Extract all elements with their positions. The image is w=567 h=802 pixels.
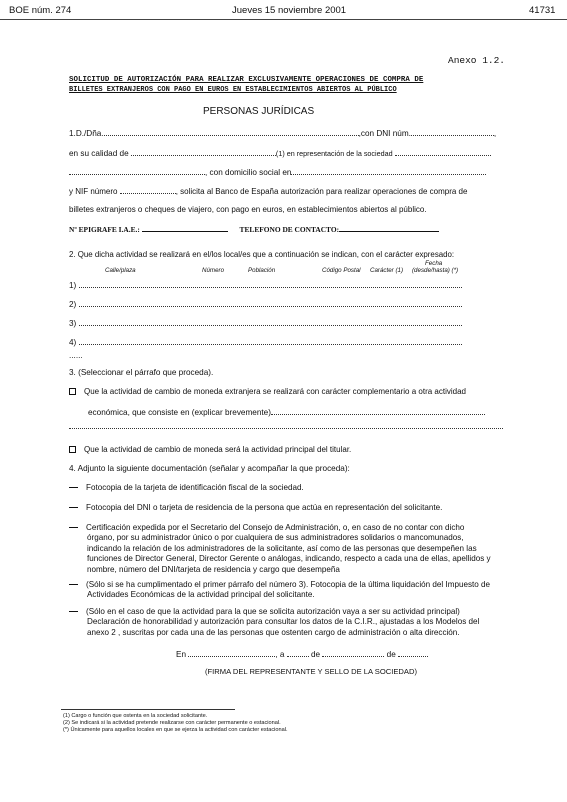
page-number: 41731 <box>529 5 556 16</box>
phone-label: TELEFONO DE CONTACTO: <box>239 225 340 234</box>
section2-text: 2. Que dicha actividad se realizará en el/los local/es que a continuación se indican, con el carácter expresado: <box>69 250 455 259</box>
document-title-line1: SOLICITUD DE AUTORIZACIÓN PARA REALIZAR EXCLUSIVAMENTE OPERACIONES DE COMPRA DE <box>69 76 424 84</box>
document-item-text: indicando la relación de los administradores de la solicitante, así como de las personas que desempeñen las <box>87 543 477 553</box>
day-field[interactable] <box>287 649 309 657</box>
local-row <box>69 318 462 328</box>
principal-checkbox[interactable] <box>69 446 76 453</box>
explain-field-line2[interactable] <box>69 428 503 429</box>
phone-field[interactable] <box>339 225 439 232</box>
section3-intro: 3. (Seleccionar el párrafo que proceda). <box>69 368 214 377</box>
request-text: , solicita al Banco de España autorización para realizar operaciones de compra de <box>175 187 468 196</box>
local-field[interactable] <box>79 318 462 326</box>
issue-date: Jueves 15 noviembre 2001 <box>232 5 347 16</box>
document-item-text: órgano, por su administrador único o por cualquiera de sus administradores solidarios o mancomunados, <box>87 533 464 543</box>
place-date-row <box>176 649 428 659</box>
col-date: (desde/hasta) (*) <box>412 267 459 274</box>
domicile-label: , con domicilio social en <box>205 168 292 177</box>
year-label: de <box>386 650 396 659</box>
explain-field[interactable] <box>271 407 485 415</box>
option-complementary-cont <box>88 407 485 417</box>
place-field[interactable] <box>188 649 275 657</box>
document-item-text: Fotocopia del DNI o tarjeta de residencia de la persona que actúa en representación del solicitante. <box>86 503 443 512</box>
capacity-row <box>69 148 491 158</box>
capacity-label: en su calidad de <box>69 149 129 158</box>
month-field[interactable] <box>322 649 384 657</box>
row-number: 4) <box>69 338 77 347</box>
request-text-cont: billetes extranjeros o cheques de viajero, con pago en euros, en establecimientos abiertos al público. <box>69 205 427 214</box>
option-principal <box>69 446 351 454</box>
local-row <box>69 299 462 309</box>
footnote: (*) Únicamente para aquellos locales en que se ejerza la actividad con carácter estacional. <box>63 727 288 733</box>
footnote: (2) Se indicará si la actividad pretende realizarse con carácter permanente o estacional. <box>63 720 281 726</box>
option-complementary <box>69 388 466 396</box>
document-item-text: Declaración de honorabilidad y autorización para consultar los datos de la C.I.R., ajustadas a los Modelos del <box>87 617 480 627</box>
row-number: 3) <box>69 319 77 328</box>
name-field[interactable] <box>104 128 359 136</box>
dash-bullet <box>69 611 78 612</box>
document-item[interactable] <box>69 483 509 493</box>
place-label: En <box>176 650 187 659</box>
annex-label: Anexo 1.2. <box>448 55 506 66</box>
iae-label: Nº EPIGRAFE I.A.E.: <box>69 225 140 234</box>
iae-field[interactable] <box>142 225 228 232</box>
col-character: Carácter (1) <box>370 267 404 274</box>
document-item[interactable] <box>69 580 514 601</box>
representation-label: (1) en representación de la sociedad <box>275 149 393 158</box>
nif-field[interactable] <box>120 186 176 194</box>
domicile-row <box>69 167 486 177</box>
local-field[interactable] <box>79 337 462 345</box>
col-number: Número <box>202 267 225 274</box>
col-street: Calle/plaza <box>105 267 136 274</box>
document-item-text: (Sólo en el caso de que la actividad para la que se solicita autorización vaya a ser su actividad principal) <box>86 607 460 616</box>
local-field[interactable] <box>79 299 462 307</box>
option-complementary-text: Que la actividad de cambio de moneda extranjera se realizará con carácter complementario a otra actividad <box>84 387 466 396</box>
document-title-line2: BILLETES EXTRANJEROS CON PAGO EN EUROS EN ESTABLECIMIENTOS ABIERTOS AL PÚBLICO <box>69 86 397 94</box>
col-postcode: Código Postal <box>322 267 361 274</box>
local-row <box>69 337 462 347</box>
company-field[interactable] <box>395 148 491 156</box>
document-item-text: nombre, número del DNI/tarjeta de residencia y cargo que desempeña <box>87 564 340 574</box>
local-field[interactable] <box>79 280 462 288</box>
day-label: , a <box>275 650 285 659</box>
dash-bullet <box>69 507 78 508</box>
document-item[interactable] <box>69 523 514 575</box>
dni-label: ,con DNI núm. <box>358 129 411 138</box>
row-number: 2) <box>69 300 77 309</box>
row-number: 1) <box>69 281 77 290</box>
signature-caption: (FIRMA DEL REPRESENTANTE Y SELLO DE LA SOCIEDAD) <box>205 667 417 676</box>
document-item-text: anexo 2 , suscritas por cada una de las personas que ostenten cargo de administración o alta dirección. <box>87 627 460 637</box>
company-name-field[interactable] <box>69 167 205 175</box>
section4-intro: 4. Adjunto la siguiente documentación (señalar y acompañar la que proceda): <box>69 464 350 473</box>
col-town: Población <box>248 267 276 274</box>
dash-bullet <box>69 487 78 488</box>
domicile-field[interactable] <box>291 167 486 175</box>
name-label: 1.D./Dña. <box>69 129 104 138</box>
explain-label: económica, que consiste en (explicar brevemente) <box>88 408 271 417</box>
document-item-text: Actividades Económicas de la actividad principal del solicitante. <box>87 590 315 600</box>
iae-row <box>69 225 439 233</box>
document-item-text: Fotocopia de la tarjeta de identificación fiscal de la sociedad. <box>86 483 304 492</box>
dash-bullet <box>69 584 78 585</box>
year-field[interactable] <box>398 649 428 657</box>
dni-field[interactable] <box>411 128 494 136</box>
option-principal-text: Que la actividad de cambio de moneda será la actividad principal del titular. <box>84 445 352 454</box>
document-item-text: Certificación expedida por el Secretario del Consejo de Administración, o, en caso de no contar con dicho <box>86 523 465 532</box>
document-item[interactable] <box>69 503 509 513</box>
capacity-field[interactable] <box>131 148 276 156</box>
month-label: de <box>310 650 321 659</box>
footnote-rule <box>61 709 235 710</box>
dash-bullet <box>69 527 78 528</box>
more-rows: ...... <box>69 351 83 360</box>
nif-label: y NIF número <box>69 187 118 196</box>
col-date-top: Fecha <box>425 260 443 267</box>
local-row <box>69 280 462 290</box>
document-item-text: (Sólo si se ha cumplimentado el primer párrafo del número 3). Fotocopia de la última liquidación del Impuesto de <box>86 580 490 589</box>
form-subtitle: PERSONAS JURÍDICAS <box>203 106 315 117</box>
journal-issue: BOE núm. 274 <box>9 5 72 16</box>
header-rule <box>0 19 567 20</box>
document-item[interactable] <box>69 607 514 638</box>
footnote: (1) Cargo o función que ostenta en la sociedad solicitante. <box>63 713 208 719</box>
nif-row <box>69 186 467 196</box>
document-item-text: funciones de Director General, Director Gerente o análogas, indicando, respecto a cada una de ellas, apellidos y <box>87 554 491 564</box>
applicant-name-row: 1.D./Dña. ,con DNI núm. , <box>69 129 497 138</box>
complementary-checkbox[interactable] <box>69 388 76 395</box>
